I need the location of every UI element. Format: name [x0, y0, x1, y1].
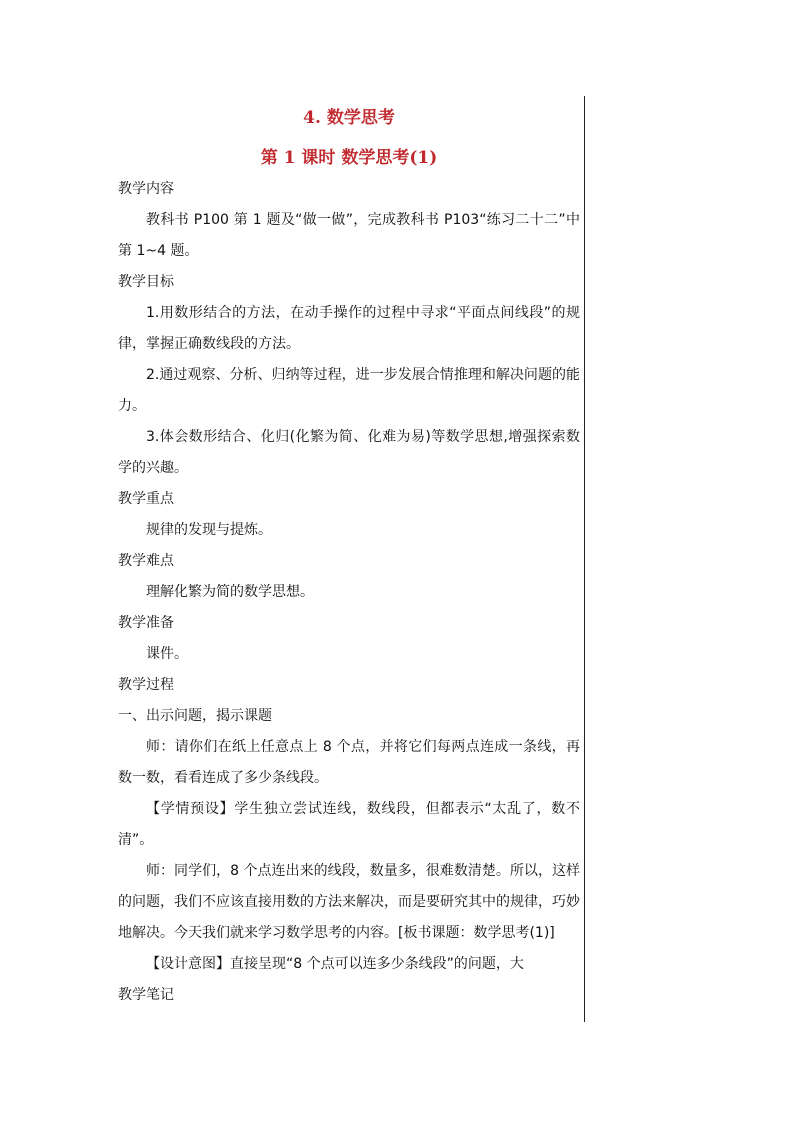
goal-1: 1.用数形结合的方法，在动手操作的过程中寻求“平面点间线段”的规律，掌握正确数线段的方法。	[118, 305, 580, 352]
lesson-plan-body	[118, 104, 580, 1011]
lesson-title: 第 1 课时 数学思考(1)	[260, 148, 438, 168]
difficulty-text: 理解化繁为简的数学思想。	[146, 584, 314, 600]
key-text: 规律的发现与提炼。	[146, 522, 272, 538]
notes-heading: 教学笔记	[118, 987, 174, 1003]
process-heading: 教学过程	[118, 677, 174, 693]
goal-2: 2.通过观察、分析、归纳等过程，进一步发展合情推理和解决问题的能力。	[118, 367, 580, 414]
margin-divider-line	[584, 96, 585, 1022]
step-1-heading: 一、出示问题，揭示课题	[118, 708, 272, 724]
prep-heading: 教学准备	[118, 615, 174, 631]
prep-text: 课件。	[146, 646, 188, 662]
chapter-title: 4. 数学思考	[303, 108, 395, 128]
content-text: 教科书 P100 第 1 题及“做一做”，完成教科书 P103“练习二十二”中第 1~4 题。	[118, 212, 580, 259]
goals-heading: 教学目标	[118, 274, 174, 290]
learning-preset: 【学情预设】学生独立尝试连线，数线段，但都表示“太乱了，数不清”。	[118, 801, 580, 848]
key-heading: 教学重点	[118, 491, 174, 507]
teacher-prompt-2: 师：同学们，8 个点连出来的线段，数量多，很难数清楚。所以，这样的问题，我们不应该直接用数的方法来解决，而是要研究其中的规律，巧妙地解决。今天我们就来学习数学思考的内容。[板书课题：数学思考(1)]	[118, 863, 580, 941]
teacher-prompt-1: 师：请你们在纸上任意点上 8 个点，并将它们每两点连成一条线，再数一数，看看连成了多少条线段。	[118, 739, 580, 786]
content-heading: 教学内容	[118, 181, 174, 197]
goal-3: 3.体会数形结合、化归(化繁为简、化难为易)等数学思想,增强探索数学的兴趣。	[118, 429, 580, 476]
design-intent: 【设计意图】直接呈现“8 个点可以连多少条线段”的问题，大	[146, 956, 524, 972]
difficulty-heading: 教学难点	[118, 553, 174, 569]
